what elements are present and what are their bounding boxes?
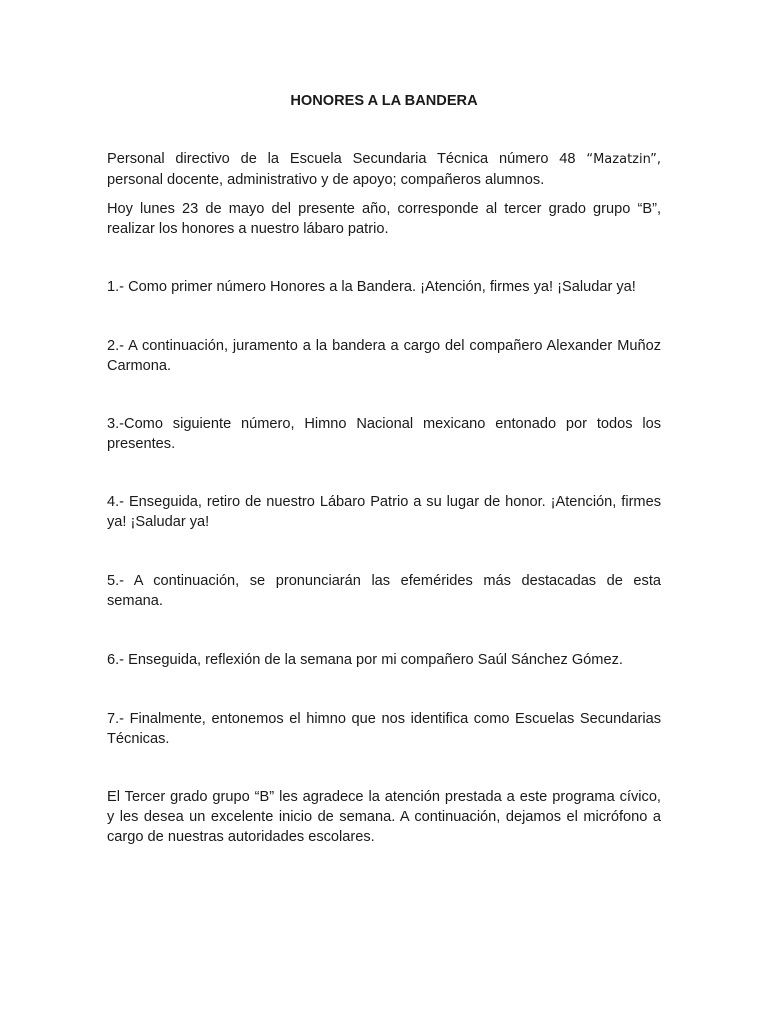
item-2-line-2: Carmona. [107, 358, 172, 374]
closing-line-1: El Tercer grado grupo “B” les agradece la atención prestada a este programa cívico, [107, 789, 661, 805]
program-item-3 [107, 414, 661, 454]
date-line-1: Hoy lunes 23 de mayo del presente año, corresponde al tercer grado grupo “B”, [107, 201, 661, 217]
item-2-line-1: 2.- A continuación, juramento a la bandera a cargo del compañero Alexander Muñoz [107, 338, 661, 354]
date-paragraph [107, 199, 661, 239]
intro-text: Personal directivo de la Escuela Secundaria Técnica número 48 [107, 151, 576, 167]
closing-paragraph [107, 787, 661, 847]
intro-line-2: personal docente, administrativo y de apoyo; compañeros alumnos. [107, 172, 545, 188]
item-3-line-2: presentes. [107, 436, 176, 452]
program-item-4 [107, 492, 661, 532]
closing-line-2: y les desea un excelente inicio de semana. A continuación, dejamos el micrófono a [107, 809, 661, 825]
program-item-2 [107, 336, 661, 376]
closing-line-3: cargo de nuestras autoridades escolares. [107, 829, 375, 845]
item-4-line-1: 4.- Enseguida, retiro de nuestro Lábaro Patrio a su lugar de honor. ¡Atención, firmes [107, 494, 661, 510]
program-item-7 [107, 709, 661, 749]
date-line-2: realizar los honores a nuestro lábaro patrio. [107, 221, 389, 237]
item-7-line-1: 7.- Finalmente, entonemos el himno que nos identifica como Escuelas Secundarias [107, 711, 661, 727]
item-4-line-2: ya! ¡Saludar ya! [107, 514, 210, 530]
document-title: HONORES A LA BANDERA [290, 93, 478, 109]
program-item-1 [107, 277, 661, 297]
item-7-line-2: Técnicas. [107, 731, 170, 747]
item-5-line-2: semana. [107, 593, 163, 609]
item-1-line-1: 1.- Como primer número Honores a la Bandera. ¡Atención, firmes ya! ¡Saludar ya! [107, 279, 636, 295]
program-item-5 [107, 571, 661, 611]
item-5-line-1: 5.- A continuación, se pronunciarán las efemérides más destacadas de esta [107, 573, 661, 589]
intro-paragraph [107, 149, 661, 190]
school-name: “Mazatzin”, [586, 152, 661, 167]
intro-line-1 [107, 149, 661, 170]
item-3-line-1: 3.-Como siguiente número, Himno Nacional mexicano entonado por todos los [107, 416, 661, 432]
program-item-6 [107, 650, 661, 670]
item-6-line-1: 6.- Enseguida, reflexión de la semana por mi compañero Saúl Sánchez Gómez. [107, 652, 623, 668]
